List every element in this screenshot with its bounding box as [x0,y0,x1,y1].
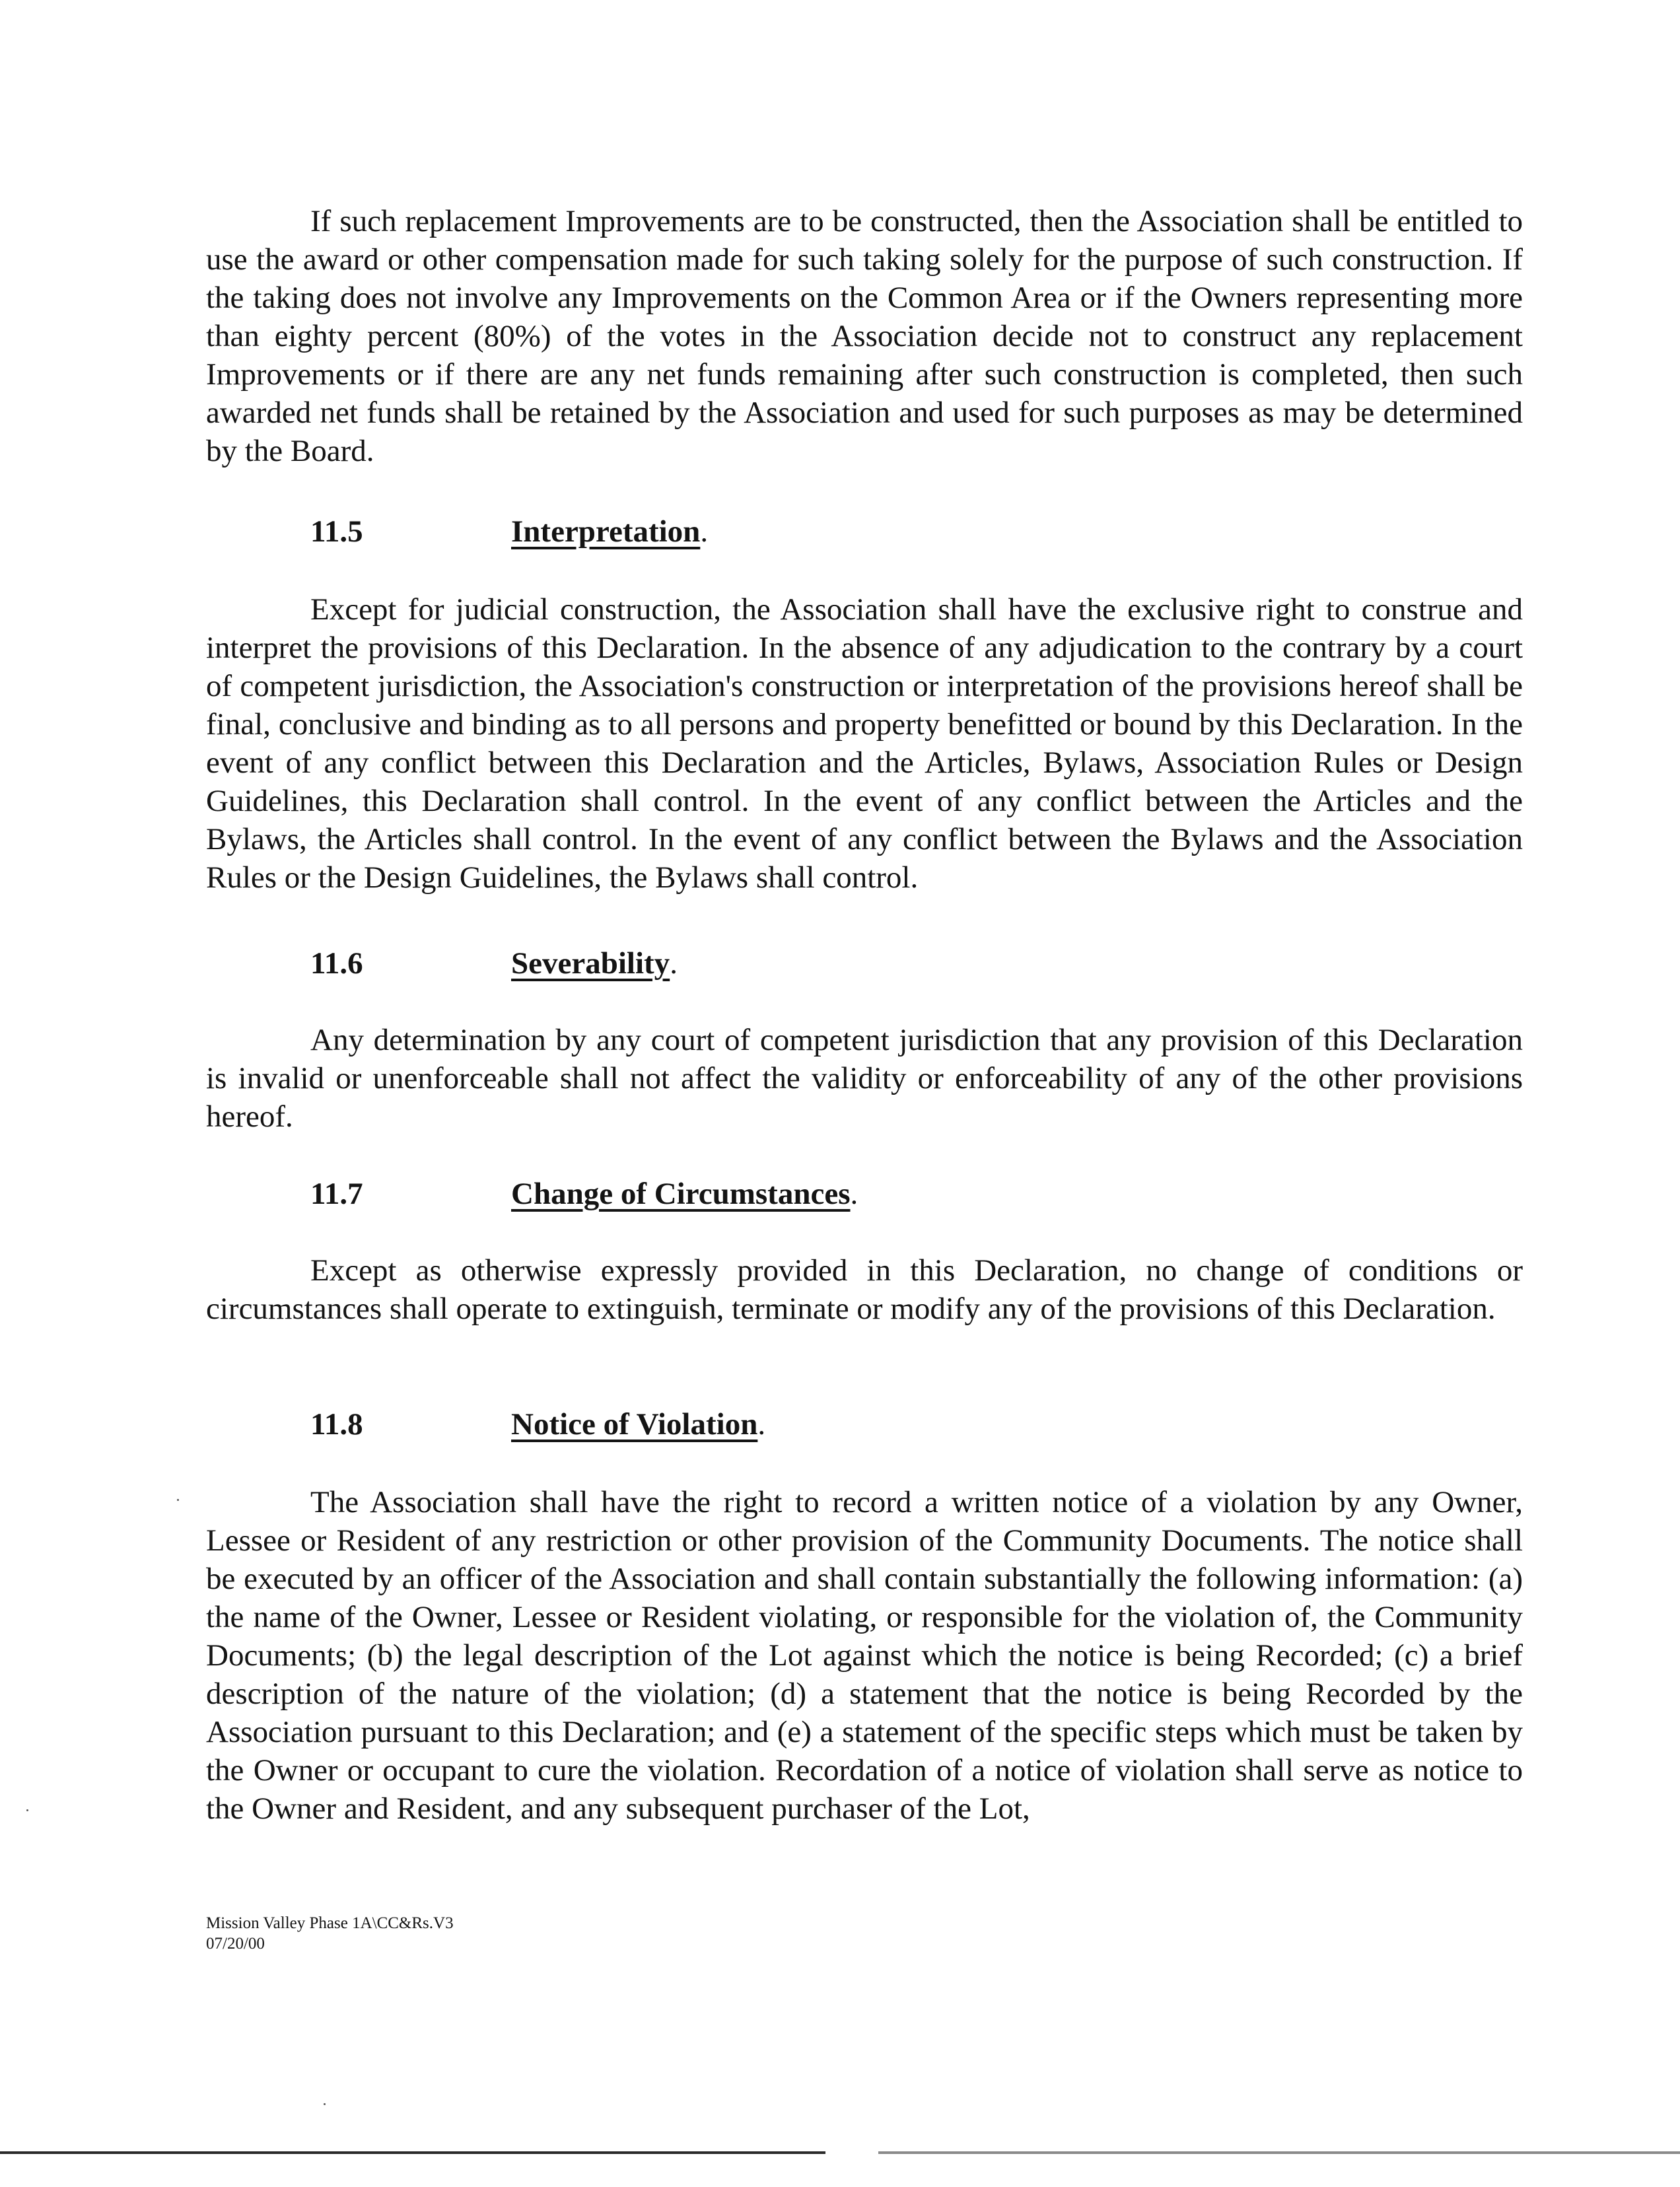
scan-speck [26,1809,28,1811]
heading-period: . [757,1407,766,1441]
scan-speck [324,2103,326,2105]
scan-edge-line [878,2151,1680,2154]
section-heading-11-7 [310,1175,858,1213]
heading-period: . [700,514,709,549]
section-body-11-8: The Association shall have the right to record a written notice of a violation by any Owner, Lessee or Resident of any restriction or other provision of the Community Documents. The notice shall be executed by an officer of the Association and shall contain substantially the following information: (a) the name of the Owner, Lessee or Resident violating, or responsible for the violation of, the Community Documents; (b) the legal description of the Lot against which the notice is being Recorded; (c) a brief description of the nature of the violation; (d) a statement that the notice is being Recorded by the Association pursuant to this Declaration; and (e) a statement of the specific steps which must be taken by the Owner or occupant to cure the violation. Recordation of a notice of violation shall serve as notice to the Owner and Resident, and any subsequent purchaser of the Lot, [206,1485,1523,1826]
scan-speck [177,1499,179,1501]
section-number: 11.8 [310,1407,363,1441]
section-number: 11.6 [310,946,363,981]
footer-date: 07/20/00 [206,1935,265,1953]
section-heading-11-5 [310,512,708,551]
scan-edge-line [0,2151,825,2154]
section-title: Notice of Violation [511,1407,758,1441]
section-body-11-5: Except for judicial construction, the Association shall have the exclusive right to construe and interpret the provisions of this Declaration. In the absence of any adjudication to the contrary by a court of competent jurisdiction, the Association's construction or interpretation of the provisions hereof shall be final, conclusive and binding as to all persons and property benefitted or bound by this Declaration. In the event of any conflict between this Declaration and the Articles, Bylaws, Association Rules or Design Guidelines, this Declaration shall control. In the event of any conflict between the Articles and the Bylaws, the Articles shall control. In the event of any conflict between the Bylaws and the Association Rules or the Design Guidelines, the Bylaws shall control. [206,592,1523,895]
section-title: Change of Circumstances [511,1177,851,1211]
section-title: Interpretation [511,514,701,549]
document-footer [206,1913,454,1954]
section-body-11-6: Any determination by any court of competent jurisdiction that any provision of this Declaration is invalid or unenforceable shall not affect the validity or enforceability of any of the other provisions hereof. [206,1023,1523,1134]
heading-period: . [850,1177,858,1211]
section-title: Severability [511,946,670,981]
section-heading-11-6 [310,944,678,983]
footer-file-reference: Mission Valley Phase 1A\CC&Rs.V3 [206,1914,454,1932]
paragraph-replacement-improvements: If such replacement Improvements are to be constructed, then the Association shall be entitled to use the award or other compensation made for such taking solely for the purpose of such construction. If the taking does not involve any Improvements on the Common Area or if the Owners representing more than eighty percent (80%) of the votes in the Association decide not to construct any replacement Improvements or if there are any net funds remaining after such construction is completed, then such awarded net funds shall be retained by the Association and used for such purposes as may be determined by the Board. [206,204,1523,468]
section-heading-11-8 [310,1405,765,1443]
section-number: 11.7 [310,1177,363,1211]
section-number: 11.5 [310,514,363,549]
heading-period: . [670,946,678,981]
section-body-11-7: Except as otherwise expressly provided in this Declaration, no change of conditions or circumstances shall operate to extinguish, terminate or modify any of the provisions of this Declaration. [206,1253,1523,1326]
